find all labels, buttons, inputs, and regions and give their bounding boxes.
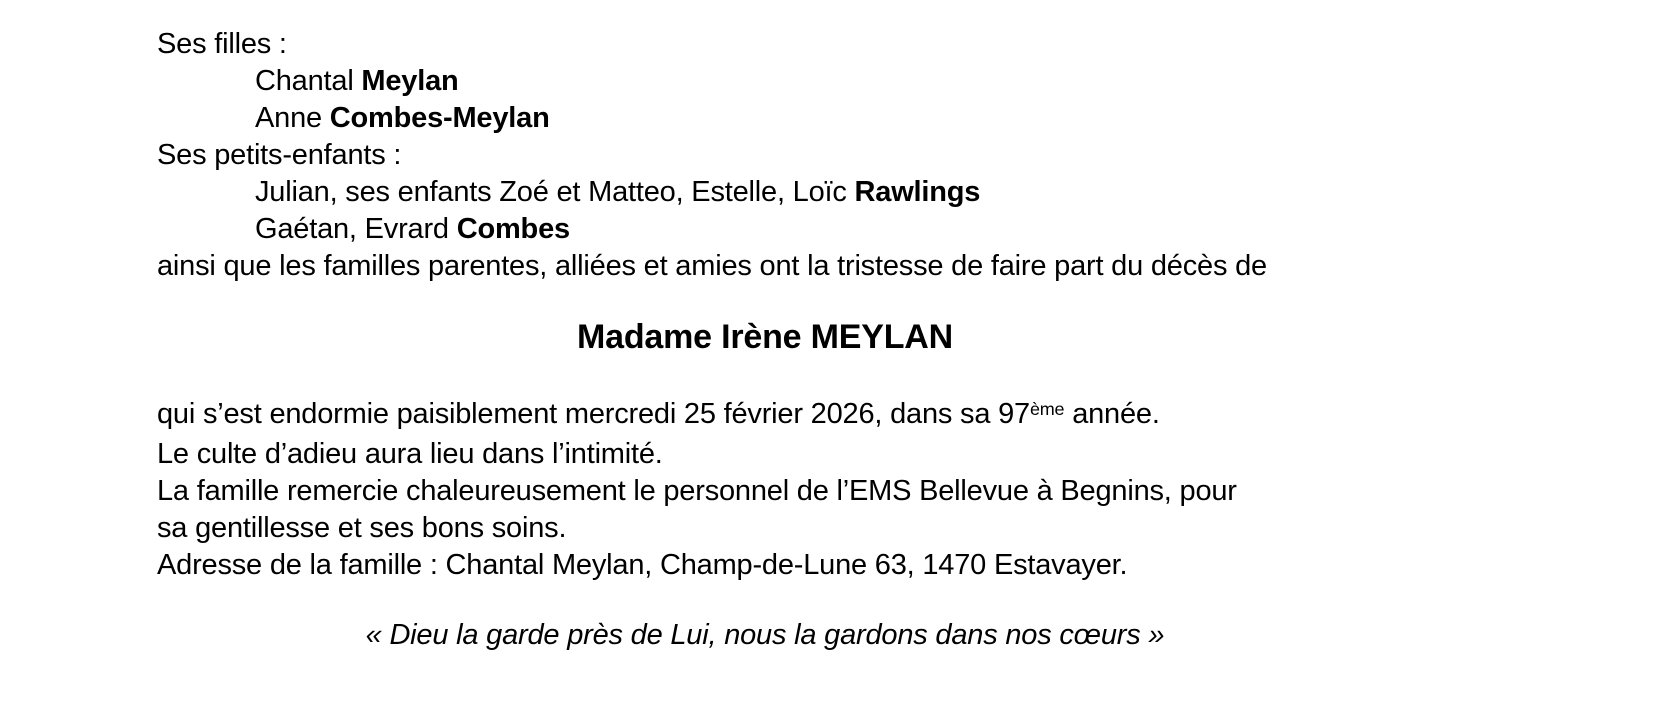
grandchildren-group-2 [157, 211, 1373, 248]
remerciement-line-1: La famille remercie chaleureusement le personnel de l’EMS Bellevue à Begnins, pour [157, 475, 1237, 507]
daughter-1-lastname: Meylan [361, 65, 459, 97]
grandchildren-group-1-names: Julian, ses enfants Zoé et Matteo, Estelle, Loïc [255, 176, 855, 208]
deceased-name-title: Madame Irène MEYLAN [577, 318, 953, 356]
grandchildren-group-2-lastname: Combes [456, 213, 570, 245]
family-address-line: Adresse de la famille : Chantal Meylan, Champ-de-Lune 63, 1470 Estavayer. [157, 549, 1128, 581]
memorial-quote: « Dieu la garde près de Lui, nous la gardons dans nos cœurs » [365, 619, 1165, 651]
remerciement-line-2: sa gentillesse et ses bons soins. [157, 512, 567, 544]
daughter-1 [157, 63, 1373, 100]
grandchildren-label: Ses petits-enfants : [157, 139, 402, 171]
death-date-text-end: année. [1064, 398, 1160, 430]
daughter-1-firstname: Chantal [255, 65, 362, 97]
daughter-2-firstname: Anne [255, 102, 330, 134]
daughter-2 [157, 100, 1373, 137]
announcement-line: ainsi que les familles parentes, alliées et amies ont la tristesse de faire part du décès de [157, 250, 1267, 282]
culte-line: Le culte d’adieu aura lieu dans l’intimité. [157, 438, 663, 470]
daughters-label: Ses filles : [157, 28, 287, 60]
grandchildren-group-2-names: Gaétan, Evrard [255, 213, 457, 245]
death-date-line [157, 396, 1373, 436]
grandchildren-group-1-lastname: Rawlings [854, 176, 981, 208]
daughter-2-lastname: Combes-Meylan [329, 102, 550, 134]
death-date-text: qui s’est endormie paisiblement mercredi 25 février 2026, dans sa 97 [157, 398, 1030, 430]
grandchildren-group-1 [157, 174, 1373, 211]
age-ordinal-superscript: ème [1029, 399, 1065, 420]
